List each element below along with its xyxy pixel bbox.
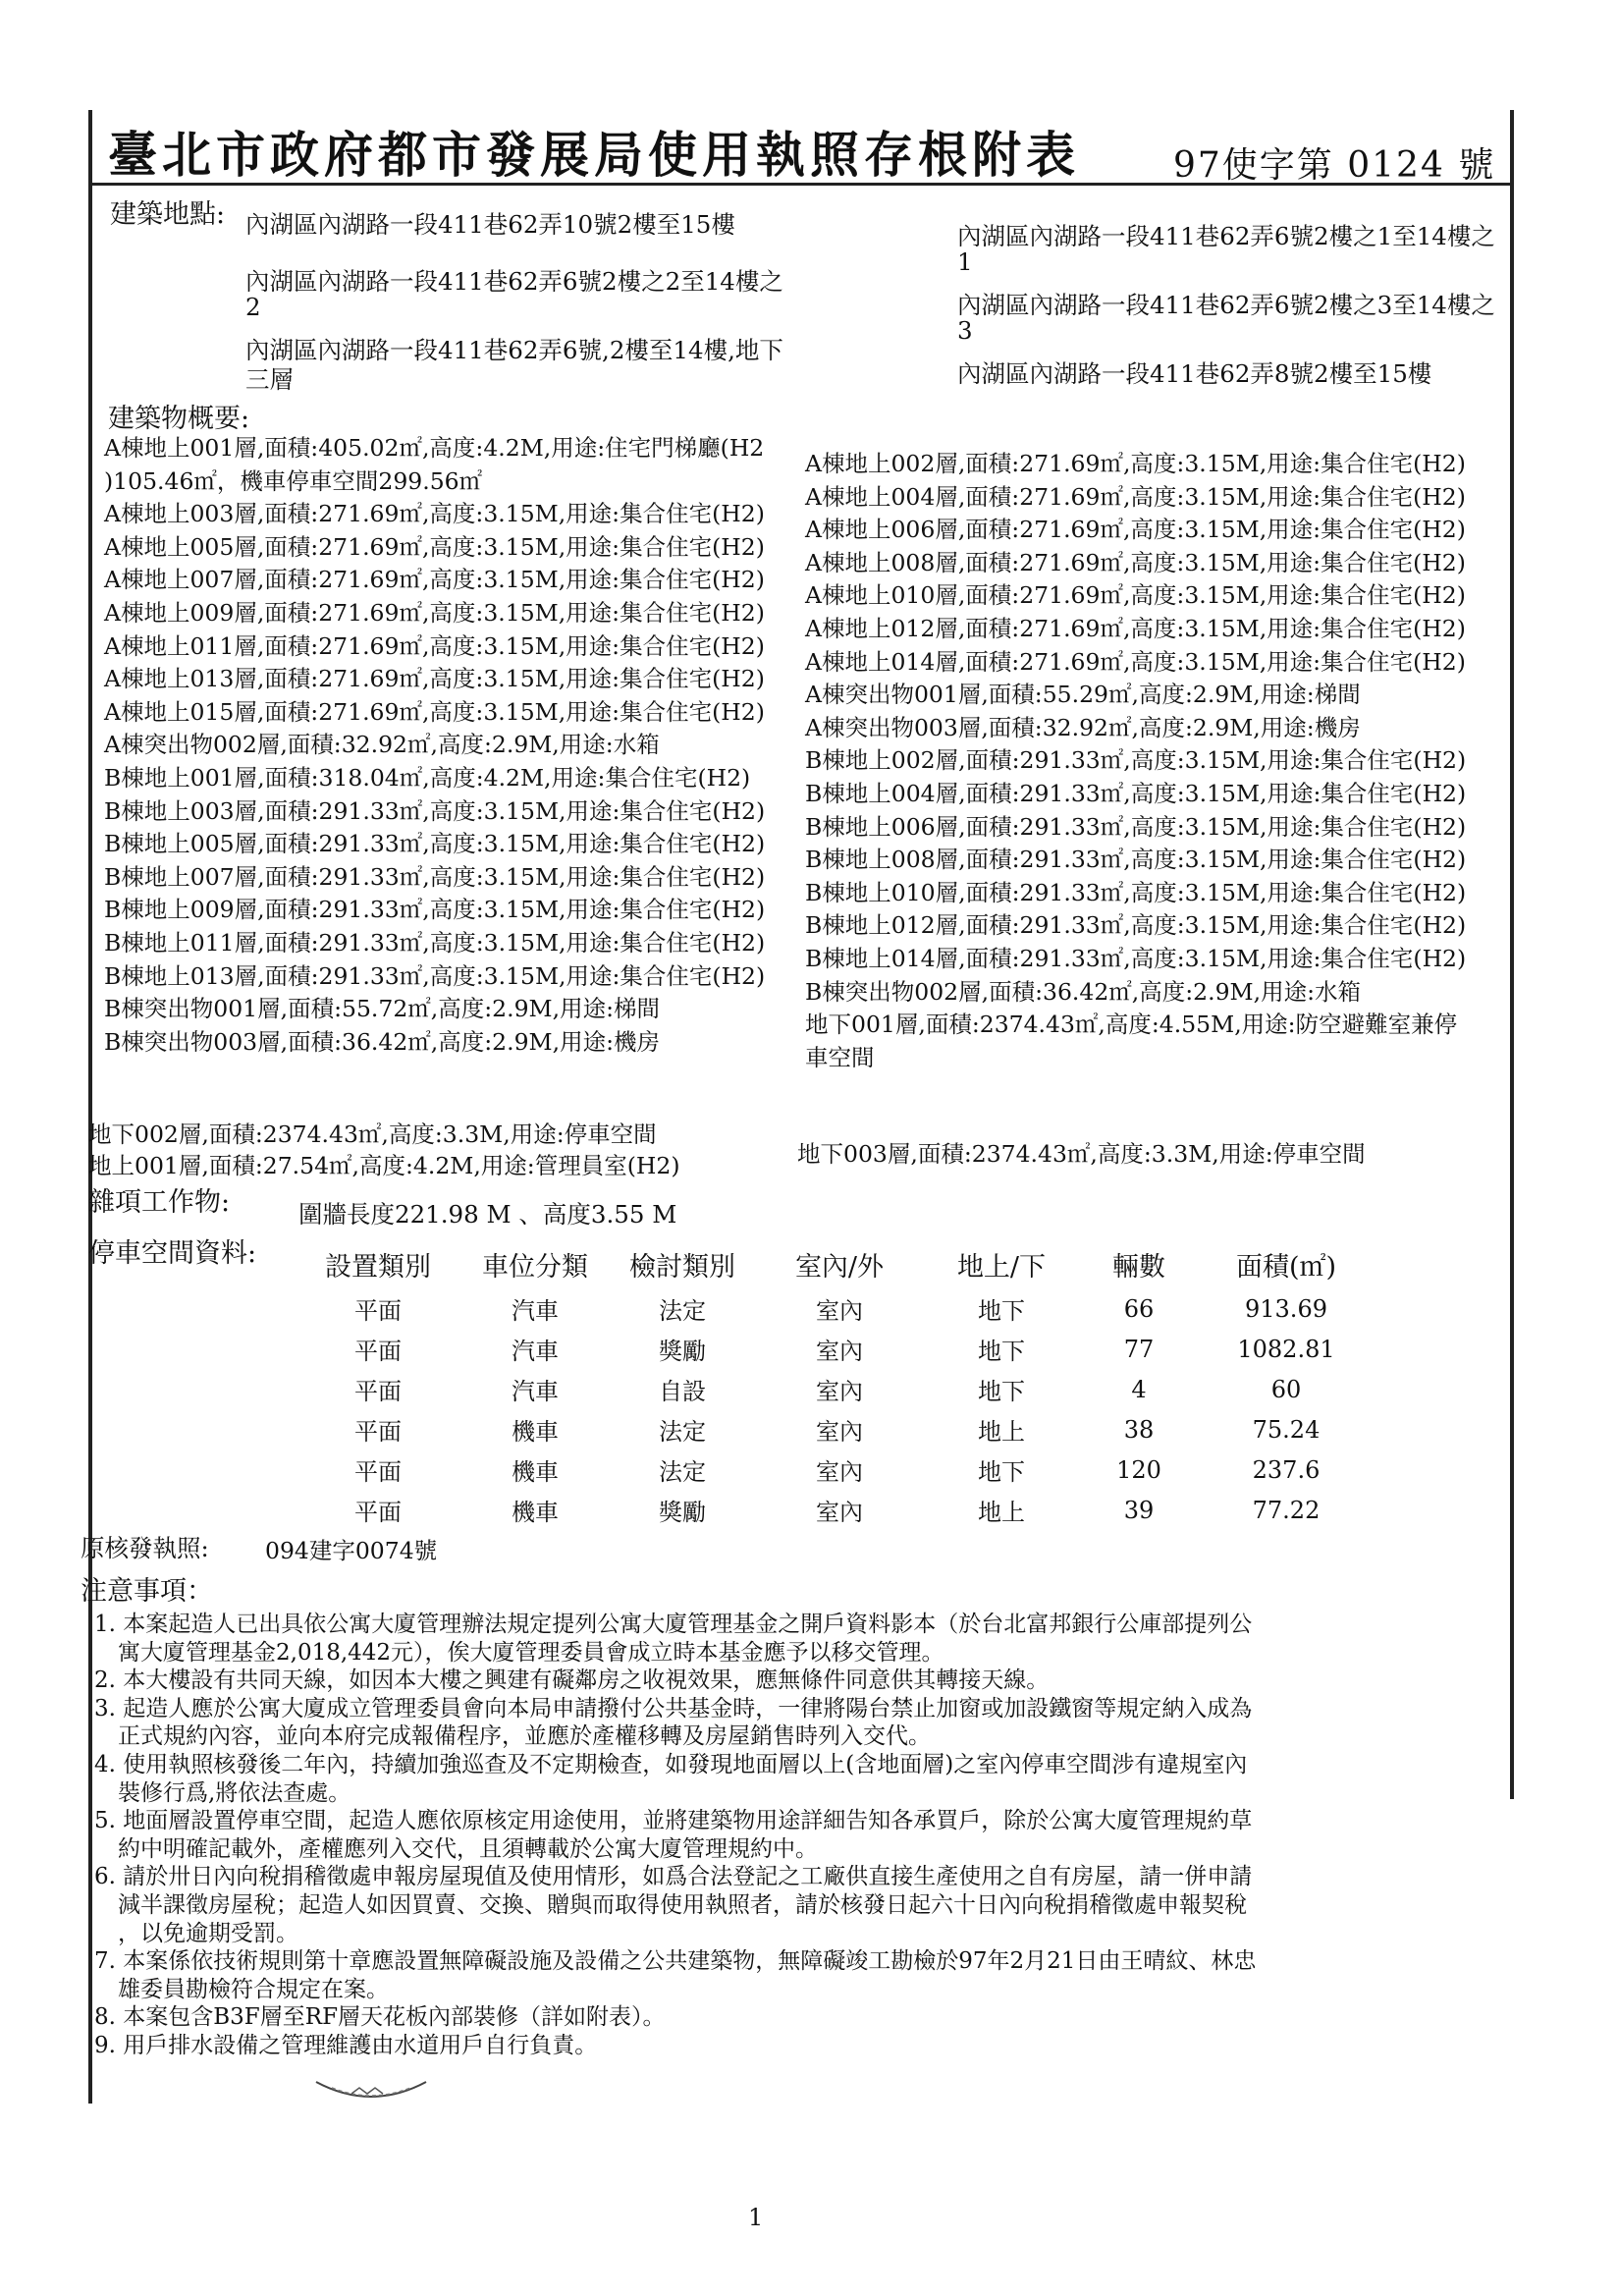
floor-entry: B棟地上001層,面積:318.04㎡,高度:4.2M,用途:集合住宅(H2) — [104, 763, 751, 792]
note-line: 裝修行爲,將依法查處。 — [118, 1779, 351, 1806]
site-address-right-2: 內湖區內湖路一段411巷62弄6號2樓之3至14樓之 — [957, 291, 1495, 319]
note-line: 4. 使用執照核發後二年內，持續加強巡查及不定期檢查，如發現地面層以上(含地面層)之室內停車空間涉有違規室內 — [94, 1751, 1248, 1777]
note-line: 雄委員勘檢符合規定在案。 — [118, 1976, 389, 2002]
floor-entry: B棟地上010層,面積:291.33㎡,高度:3.15M,用途:集合住宅(H2) — [805, 878, 1467, 906]
col-setup-type: 設置類別 — [325, 1251, 431, 1283]
site-address-left-2b: 2 — [245, 293, 261, 321]
misc-works-label: 雜項工作物: — [88, 1187, 231, 1218]
left-border-line — [88, 110, 92, 2104]
floor-entry: A棟地上005層,面積:271.69㎡,高度:3.15M,用途:集合住宅(H2) — [104, 532, 765, 561]
page-number: 1 — [748, 2204, 764, 2231]
floor-entry: A棟地上003層,面積:271.69㎡,高度:3.15M,用途:集合住宅(H2) — [104, 500, 765, 528]
floor-entry: A棟突出物002層,面積:32.92㎡,高度:2.9M,用途:水箱 — [104, 731, 660, 759]
parking-label: 停車空間資料: — [88, 1238, 257, 1269]
note-line: 9. 用戶排水設備之管理維護由水道用戶自行負責。 — [94, 2032, 598, 2058]
parking-table — [295, 1239, 1375, 1530]
floor-entry: A棟地上010層,面積:271.69㎡,高度:3.15M,用途:集合住宅(H2) — [805, 581, 1466, 610]
floor-entry: B棟地上002層,面積:291.33㎡,高度:3.15M,用途:集合住宅(H2) — [805, 746, 1467, 775]
note-line: 2. 本大樓設有共同天線，如因本大樓之興建有礙鄰房之收視效果，應無條件同意供其轉接天線。 — [94, 1667, 1050, 1694]
table-row: 平面 機車 法定 室內 地下 120 237.6 — [354, 1455, 1321, 1486]
floor-entry: B棟地上007層,面積:291.33㎡,高度:3.15M,用途:集合住宅(H2) — [104, 862, 766, 891]
site-label: 建築地點: — [110, 199, 226, 230]
floor-entry: B棟突出物003層,面積:36.42㎡,高度:2.9M,用途:機房 — [104, 1027, 660, 1056]
col-indoor-outdoor: 室內/外 — [794, 1251, 885, 1283]
note-line: 6. 請於卅日內向稅捐稽徵處申報房屋現值及使用情形，如爲合法登記之工廠供直接生產使用之自有房屋，請一併申請 — [94, 1864, 1253, 1890]
floor-entry: A棟地上001層,面積:405.02㎡,高度:4.2M,用途:住宅門梯廳(H2 — [104, 434, 765, 462]
floor-entry: A棟地上011層,面積:271.69㎡,高度:3.15M,用途:集合住宅(H2) — [104, 631, 765, 660]
floor-entry: A棟地上008層,面積:271.69㎡,高度:3.15M,用途:集合住宅(H2) — [805, 548, 1466, 576]
floor-entry: A棟地上012層,面積:271.69㎡,高度:3.15M,用途:集合住宅(H2) — [805, 614, 1466, 642]
note-line: 5. 地面層設置停車空間，起造人應依原核定用途使用，並將建築物用途詳細告知各承買戶，除於公寓大廈管理規約草 — [94, 1808, 1253, 1834]
floor-entry: 車空間 — [805, 1043, 875, 1071]
building-label: 建築物概要: — [108, 404, 250, 434]
basement-floor-3: 地下003層,面積:2374.43㎡,高度:3.3M,用途:停車空間 — [797, 1140, 1366, 1168]
floor-entry: A棟突出物001層,面積:55.29㎡,高度:2.9M,用途:梯間 — [805, 681, 1361, 709]
floor-entry: A棟地上014層,面積:271.69㎡,高度:3.15M,用途:集合住宅(H2) — [805, 647, 1466, 676]
note-line: ，以免逾期受罰。 — [118, 1920, 298, 1946]
note-line: 寓大廈管理基金2,018,442元），俟大廈管理委員會成立時本基金應予以移交管理。 — [118, 1639, 944, 1666]
note-line: 8. 本案包含B3F層至RF層天花板內部裝修（詳如附表）。 — [94, 2004, 666, 2031]
table-row: 平面 汽車 獎勵 室內 地下 77 1082.81 — [354, 1335, 1335, 1365]
table-row: 平面 機車 獎勵 室內 地上 39 77.22 — [354, 1496, 1321, 1526]
floor-entry: B棟地上003層,面積:291.33㎡,高度:3.15M,用途:集合住宅(H2) — [104, 796, 766, 825]
floor-entry: B棟地上011層,面積:291.33㎡,高度:3.15M,用途:集合住宅(H2) — [104, 928, 766, 957]
floor-entry: B棟地上012層,面積:291.33㎡,高度:3.15M,用途:集合住宅(H2) — [805, 911, 1467, 940]
note-line: 正式規約內容，並向本府完成報備程序，並應於產權移轉及房屋銷售時列入交代。 — [118, 1723, 931, 1750]
permit-number: 97使字第 0124 號 — [1173, 145, 1496, 186]
col-review-type: 檢討類別 — [629, 1251, 735, 1283]
site-address-left-3: 內湖區內湖路一段411巷62弄6號,2樓至14樓,地下 — [245, 336, 783, 364]
col-count: 輛數 — [1112, 1251, 1165, 1283]
site-address-left-1: 內湖區內湖路一段411巷62弄10號2樓至15樓 — [245, 210, 735, 239]
floor-entry: A棟地上007層,面積:271.69㎡,高度:3.15M,用途:集合住宅(H2) — [104, 566, 765, 594]
site-address-left-3b: 三層 — [245, 365, 294, 394]
building-floors-right — [805, 448, 1522, 1074]
col-vehicle-type: 車位分類 — [482, 1251, 588, 1283]
site-address-right-1b: 1 — [957, 247, 973, 276]
note-line: 1. 本案起造人已出具依公寓大廈管理辦法規定提列公寓大廈管理基金之開戶資料影本（於台北富邦銀行公庫部提列公 — [94, 1612, 1253, 1637]
floor-entry: A棟地上015層,面積:271.69㎡,高度:3.15M,用途:集合住宅(H2) — [104, 697, 765, 726]
floor-entry: )105.46㎡，機車停車空間299.56㎡ — [104, 466, 483, 495]
note-line: 減半課徵房屋稅；起造人如因買賣、交換、贈與而取得使用執照者，請於核發日起六十日內向稅捐稽徵處申報契稅 — [118, 1891, 1247, 1918]
col-above-below: 地上/下 — [956, 1251, 1047, 1283]
floor-entry: B棟地上006層,面積:291.33㎡,高度:3.15M,用途:集合住宅(H2) — [805, 812, 1467, 841]
seal-mark-icon — [312, 2074, 430, 2113]
parking-header-row — [295, 1239, 1375, 1288]
floor-entry: B棟突出物002層,面積:36.42㎡,高度:2.9M,用途:水箱 — [805, 977, 1361, 1006]
notes-label: 注意事項： — [81, 1576, 213, 1607]
floor-entry: B棟地上013層,面積:291.33㎡,高度:3.15M,用途:集合住宅(H2) — [104, 961, 766, 990]
floor-entry: B棟地上008層,面積:291.33㎡,高度:3.15M,用途:集合住宅(H2) — [805, 846, 1467, 874]
basement-floor-2: 地下002層,面積:2374.43㎡,高度:3.3M,用途:停車空間 — [88, 1121, 657, 1148]
col-area: 面積(㎡) — [1235, 1251, 1337, 1283]
site-address-left-2: 內湖區內湖路一段411巷62弄6號2樓之2至14樓之 — [245, 267, 783, 296]
table-row: 平面 汽車 法定 室內 地下 66 913.69 — [354, 1294, 1327, 1325]
site-address-right-2b: 3 — [957, 316, 973, 345]
floor-entry: A棟地上009層,面積:271.69㎡,高度:3.15M,用途:集合住宅(H2) — [104, 598, 765, 627]
floor-entry: B棟地上004層,面積:291.33㎡,高度:3.15M,用途:集合住宅(H2) — [805, 779, 1467, 807]
notes-list — [94, 1611, 1508, 2060]
ground-floor-office: 地上001層,面積:27.54㎡,高度:4.2M,用途:管理員室(H2) — [88, 1152, 680, 1179]
note-line: 7. 本案係依技術規則第十章應設置無障礙設施及設備之公共建築物，無障礙竣工勘檢於97年2月21日由王晴紋、林忠 — [94, 1948, 1257, 1975]
original-permit-value: 094建字0074號 — [265, 1537, 438, 1564]
note-line: 約中明確記載外，產權應列入交代，且須轉載於公寓大廈管理規約中。 — [118, 1835, 818, 1862]
building-floors-left — [104, 432, 821, 1059]
original-permit-label: 原核發執照: — [81, 1534, 209, 1562]
note-line: 3. 起造人應於公寓大廈成立管理委員會向本局申請撥付公共基金時，一律將陽台禁止加窗或加設鐵窗等規定納入成為 — [94, 1695, 1253, 1722]
document-title: 臺北市政府都市發展局使用執照存根附表 — [108, 126, 1080, 184]
floor-entry: A棟地上002層,面積:271.69㎡,高度:3.15M,用途:集合住宅(H2) — [805, 450, 1466, 477]
site-address-right-1: 內湖區內湖路一段411巷62弄6號2樓之1至14樓之 — [957, 222, 1495, 250]
floor-entry: A棟地上006層,面積:271.69㎡,高度:3.15M,用途:集合住宅(H2) — [805, 516, 1466, 544]
table-row: 平面 機車 法定 室內 地上 38 75.24 — [354, 1415, 1321, 1446]
floor-entry: B棟地上009層,面積:291.33㎡,高度:3.15M,用途:集合住宅(H2) — [104, 896, 766, 924]
floor-entry: B棟地上005層,面積:291.33㎡,高度:3.15M,用途:集合住宅(H2) — [104, 830, 766, 858]
floor-entry: 地下001層,面積:2374.43㎡,高度:4.55M,用途:防空避難室兼停 — [805, 1011, 1458, 1039]
floor-entry: B棟地上014層,面積:291.33㎡,高度:3.15M,用途:集合住宅(H2) — [805, 944, 1467, 972]
misc-works-value: 圍牆長度221.98 M 、高度3.55 M — [298, 1200, 677, 1229]
floor-entry: B棟突出物001層,面積:55.72㎡,高度:2.9M,用途:梯間 — [104, 995, 660, 1023]
table-row: 平面 汽車 自設 室內 地下 4 60 — [354, 1375, 1302, 1405]
floor-entry: A棟地上013層,面積:271.69㎡,高度:3.15M,用途:集合住宅(H2) — [104, 665, 765, 693]
site-address-right-3: 內湖區內湖路一段411巷62弄8號2樓至15樓 — [957, 359, 1432, 388]
floor-entry: A棟突出物003層,面積:32.92㎡,高度:2.9M,用途:機房 — [805, 713, 1361, 741]
floor-entry: A棟地上004層,面積:271.69㎡,高度:3.15M,用途:集合住宅(H2) — [805, 482, 1466, 511]
